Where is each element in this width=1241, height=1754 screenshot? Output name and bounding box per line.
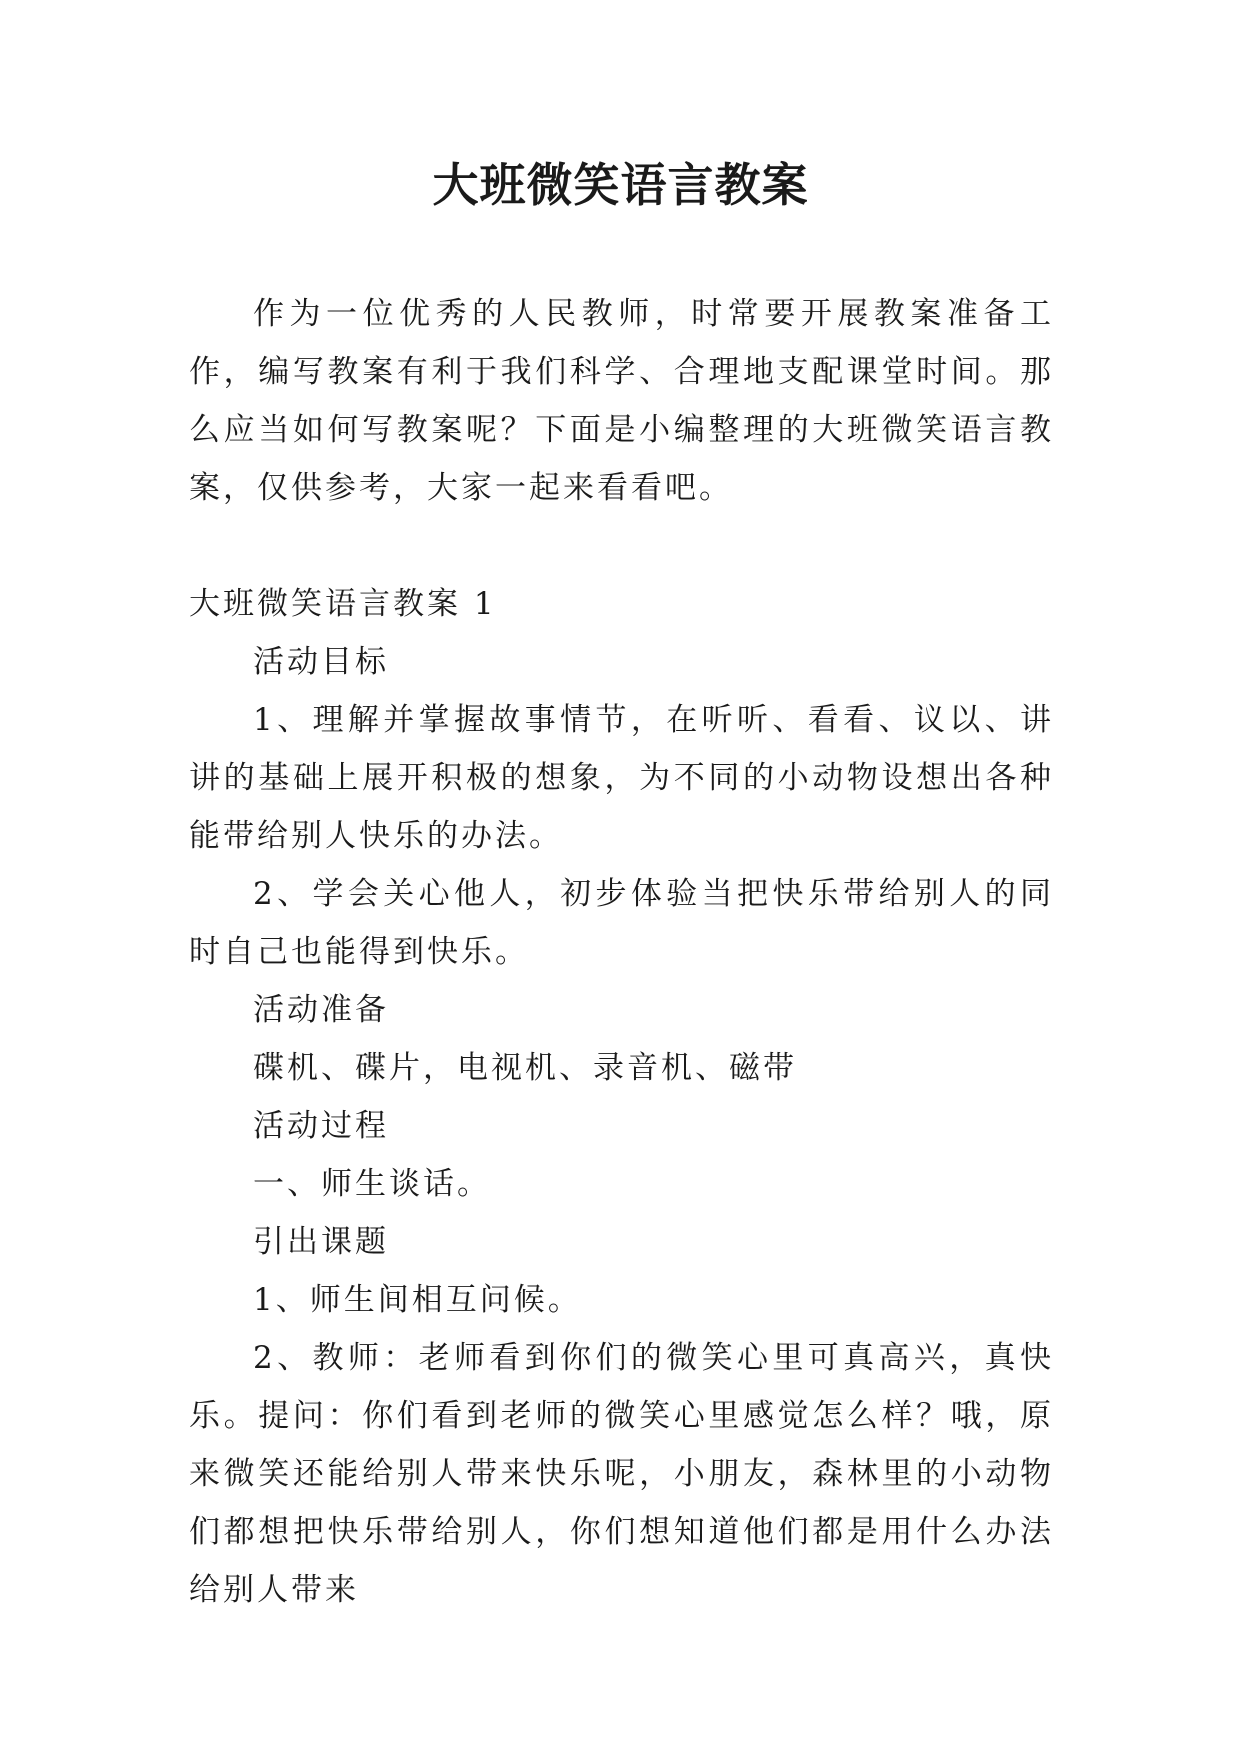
- goal-item-2: 2、学会关心他人，初步体验当把快乐带给别人的同时自己也能得到快乐。: [189, 876, 1054, 970]
- document-body: [189, 285, 1054, 1619]
- document-title: 大班微笑语言教案: [432, 158, 809, 212]
- step-1-item-2: 2、教师：老师看到你们的微笑心里可真高兴，真快乐。提问：你们看到老师的微笑心里感觉怎么样？哦，原来微笑还能给别人带来快乐呢，小朋友，森林里的小动物们都想把快乐带给别人，你们想知道他们都是用什么办法给别人带来: [189, 1340, 1054, 1608]
- step-1: 一、师生谈话。: [253, 1166, 491, 1202]
- intro-paragraph: 作为一位优秀的人民教师，时常要开展教案准备工作，编写教案有利于我们科学、合理地支配课堂时间。那么应当如何写教案呢？下面是小编整理的大班微笑语言教案，仅供参考，大家一起来看看吧。: [189, 296, 1054, 506]
- process-heading: 活动过程: [253, 1108, 389, 1144]
- prep-items: 碟机、碟片，电视机、录音机、磁带: [253, 1050, 797, 1086]
- step-1-item-1: 1、师生间相互问候。: [253, 1282, 582, 1318]
- goal-item-1: 1、理解并掌握故事情节，在听听、看看、议以、讲讲的基础上展开积极的想象，为不同的小动物设想出各种能带给别人快乐的办法。: [189, 702, 1054, 854]
- goal-heading: 活动目标: [253, 644, 389, 680]
- section-title: 大班微笑语言教案 1: [189, 586, 497, 622]
- step-1-subtitle: 引出课题: [253, 1224, 389, 1260]
- prep-heading: 活动准备: [253, 992, 389, 1028]
